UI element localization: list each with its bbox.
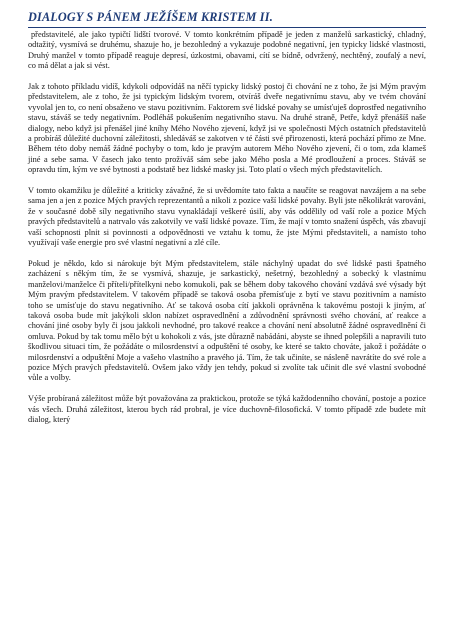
paragraph-1: představitelé, ale jako typičtí lidští tvorové. V tomto konkrétním případě je jeden z manželů sarkastický, chladný, odtažitý, vysmívá se druhému, shazuje ho, je bezohledný a vykazuje podobné negativní, jen typicky lidské vlastnosti, Druhý manžel v tomto případě reaguje depresí, úzkostmi, obavami, cítí se bídně, odvržený, nechtěný, zoufalý a neví, co má dělat a jak si vést. [28,30,426,71]
paragraph-3: V tomto okamžiku je důležité a kriticky závažné, že si uvědomíte tato fakta a naučíte se reagovat navzájem a na sebe sama jen a jen z pozice Mých pravých reprezentantů a nikoli z pozice vaší lidské povahy. Byli jste několikrát varováni, že v současné době síly negativního stavu vynakládají veškeré úsilí, aby vás oddělily od vaší role a pozice Mých pravých představitelů a natrvalo vás zakotvily ve vaší lidské povaze. Tím, že mají v tomto snažení úspěch, vás zbavují vaší schopnosti plnit si povinnosti a odpovědnosti ve vztahu k tomu, že jste Mými představiteli, a namísto toho využívají vaše energie pro své vlastní negativní a zlé cíle. [28,186,426,248]
paragraph-2: Jak z tohoto příkladu vidíš, kdykoli odpovídáš na něčí typicky lidský postoj či chování ne z toho, že jsi Mým pravým představitelem, ale z toho, že jsi typickým lidským tvorem, otvíráš dveře negativnímu stavu, aby ve tvém chování vyvolal jen to, co není obsaženo ve stavu pozitivním. Faktorem své lidské povahy se umísťuješ doprostřed negativního stavu, stáváš se tedy negativním. Podléháš pokušením negativního stavu. Na druhé straně, Petře, když přenášíš naše dialogy, nebo když jsi přenášel jiné kníhy Mého Nového zjevení, když jsi ve společnosti Mých ostatních představitelů a probíráš důležité duchovní záležitosti, shledáváš se zakotven v té části své přirozenosti, která pochází přímo ze Mne. Během této doby nemáš žádné pochyby o tom, kdo je pravým autorem Mého Nového zjevení, či o tom, zda klameš jiné a sebe sama. V časech jako tento prožíváš sám sebe jako Mého posla a Mé prodloužení a proces. Stáváš se opravdu tím, kým ve své bytnosti a podstatě bez lidské masky jsi. Toto platí o všech mých představitelích. [28,82,426,175]
running-header: DIALOGY S PÁNEM JEŽÍŠEM KRISTEM II. [28,10,426,28]
paragraph-4: Pokud je někdo, kdo si nárokuje být Mým představitelem, stále náchylný upadat do své lidské pasti špatného zacházení s někým tím, že se vysmívá, shazuje, je sarkastický, nešetrný, bezohledný a sobecký k vlastnímu manželovi/manželce či příteli/přítelkyni nebo komukoli, pak se během doby takového chování vzdává své výsady být Mým pravým představitelem. V takovém případě se taková osoba přemísťuje z bytí ve stavu pozitivním a namísto toho se umísťuje do stavu negativního. Ať se taková osoba cítí jakkoli oprávněna k takovému postoji k jiným, ať taková osoba bude mít jakýkoli sklon nabízet ospravedlnění a zdůvodnění správnosti svého chování, ať reakce a chování jiné osoby byly či jsou jakkoli nevhodné, pro takové reakce a chování není absolutně žádné ospravedlnění či omluva. Pokud by tak tomu mělo být u kohokoli z vás, jste důrazně nabádáni, abyste se ihned polepšili a napravili tuto škodlivou situaci tím, že požádáte o milosrdenství a odpuštění té osoby, ke které se takto chováte, jakož i požádáte o milosrdenství a odpuštění Moje a vašeho vlastního a pravého já. Tím, že tak učiníte, se násleně navrátíte do své role a pozice Mých pravých představitelů. Ovšem jako vždy jen tehdy, pokud si zvolíte tak učinit dle své vlastní svobodné vůle a volby. [28,258,426,383]
paragraph-5: Výše probíraná záležitost může být považována za praktickou, protože se týká každodenního chování, postoje a pozice vás všech. Druhá záležitost, kterou bych rád probral, je více duchovně-filosofická. V tomto případě zde budete mít dialog, který [28,394,426,424]
